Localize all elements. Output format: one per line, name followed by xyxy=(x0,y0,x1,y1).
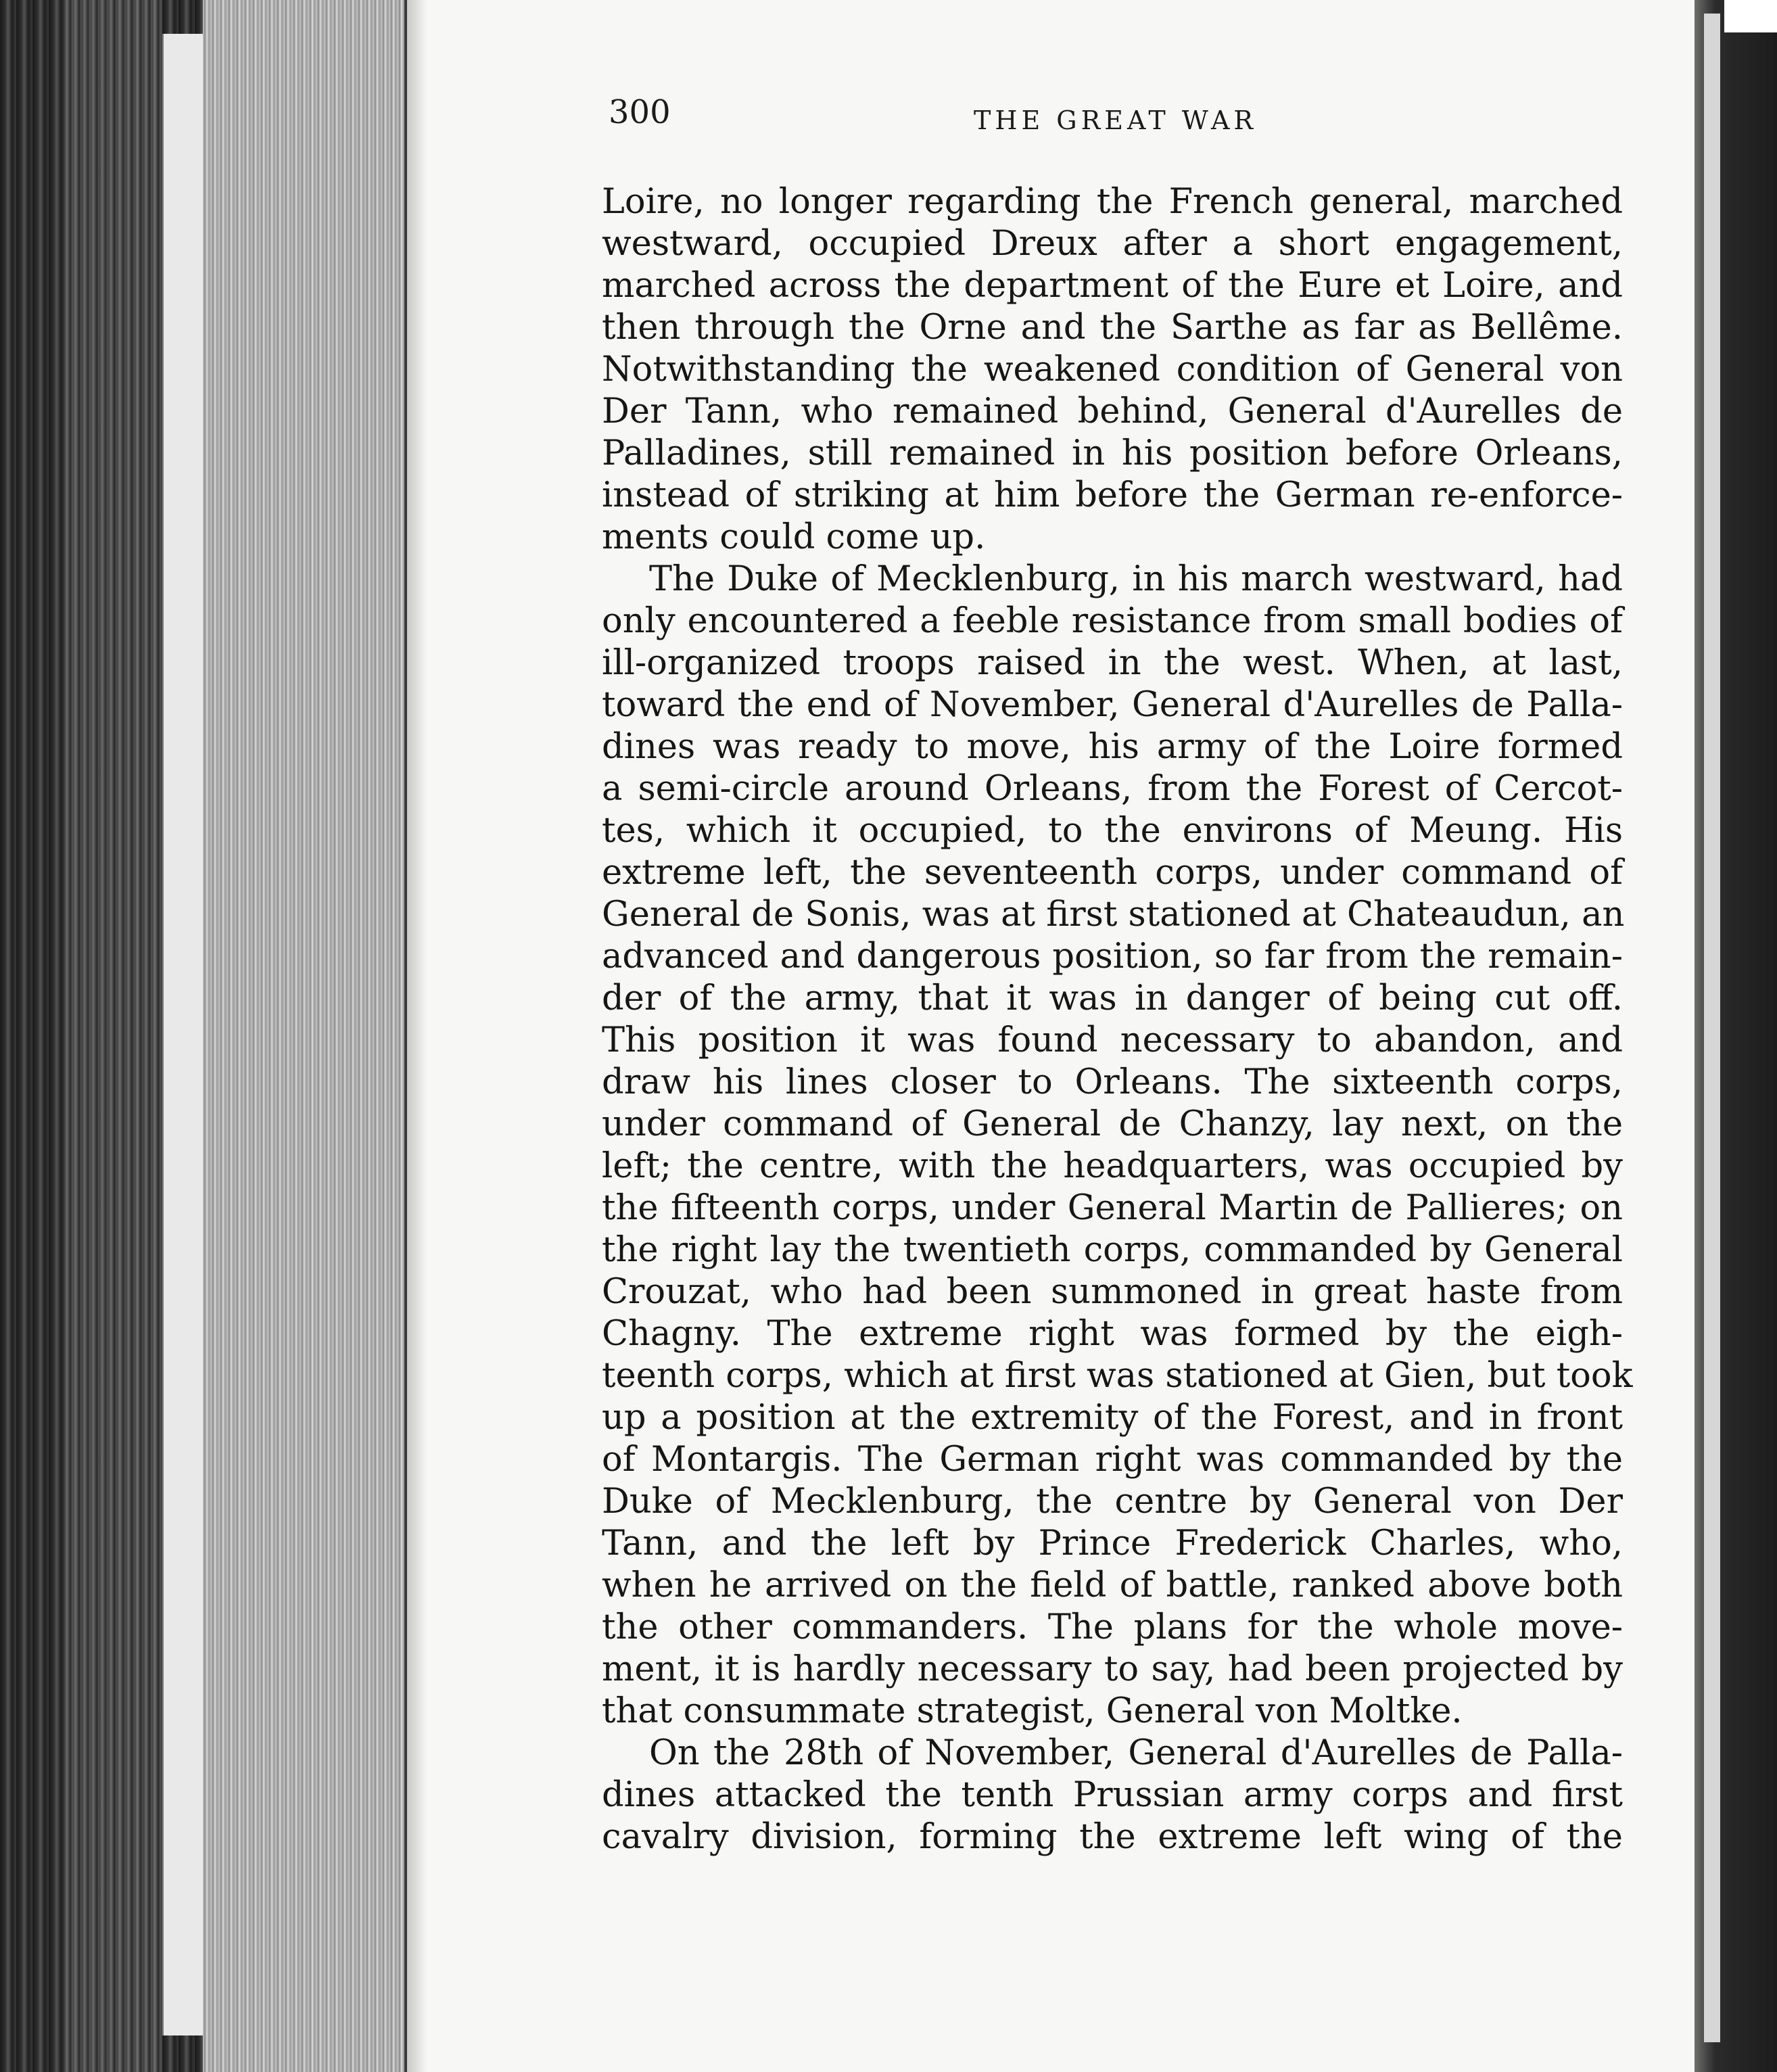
text-line: the fifteenth corps, under General Martin de Pallieres; on xyxy=(602,1188,1623,1228)
text-line: that consummate strategist, General von Moltke. xyxy=(602,1691,1463,1731)
page-edge-strip xyxy=(162,34,204,2035)
text-line: Loire, no longer regarding the French general, marched xyxy=(602,182,1623,222)
text-line: ments could come up. xyxy=(602,517,986,557)
text-line: then through the Orne and the Sarthe as far as Bellême. xyxy=(602,308,1623,348)
paragraph xyxy=(602,559,1633,1733)
body-text xyxy=(602,181,1633,1858)
page-header xyxy=(609,93,1623,141)
text-line: General de Sonis, was at first stationed at Chateaudun, an xyxy=(602,895,1625,935)
text-line: westward, occupied Dreux after a short engagement, xyxy=(602,224,1623,264)
text-line: Notwithstanding the weakened condition of General von xyxy=(602,350,1623,390)
text-line: Crouzat, who had been summoned in great haste from xyxy=(602,1272,1623,1312)
text-line: tes, which it occupied, to the environs of Meung. His xyxy=(602,811,1623,851)
text-line: Tann, and the left by Prince Frederick Charles, who, xyxy=(602,1524,1623,1563)
text-line: up a position at the extremity of the Forest, and in front xyxy=(602,1398,1623,1438)
text-line: This position it was found necessary to abandon, and xyxy=(602,1020,1623,1060)
text-line: toward the end of November, General d'Aurelles de Palla- xyxy=(602,685,1623,725)
text-line: advanced and dangerous position, so far from the remain- xyxy=(602,937,1623,976)
book-cover-edge xyxy=(1695,0,1777,2072)
text-line: On the 28th of November, General d'Aurelles de Palla- xyxy=(649,1733,1623,1773)
paragraph xyxy=(602,181,1623,559)
text-line: draw his lines closer to Orleans. The sixteenth corps, xyxy=(602,1062,1623,1102)
text-line: when he arrived on the field of battle, ranked above both xyxy=(602,1565,1623,1605)
cover-edge-highlight xyxy=(1704,14,1720,2042)
text-line: Der Tann, who remained behind, General d'Aurelles de xyxy=(602,392,1623,431)
text-line: the right lay the twentieth corps, commanded by General xyxy=(602,1230,1623,1270)
page-edge-strip xyxy=(203,0,406,2072)
text-line: under command of General de Chanzy, lay next, on the xyxy=(602,1104,1623,1144)
text-line: marched across the department of the Eure et Loire, and xyxy=(602,266,1623,306)
text-line: The Duke of Mecklenburg, in his march westward, had xyxy=(649,559,1623,599)
text-line: left; the centre, with the headquarters, was occupied by xyxy=(602,1146,1623,1186)
text-line: instead of striking at him before the German re-enforce- xyxy=(602,475,1623,515)
text-line: the other commanders. The plans for the whole move- xyxy=(602,1607,1623,1647)
text-line: extreme left, the seventeenth corps, under command of xyxy=(602,853,1623,893)
text-line: dines was ready to move, his army of the Loire formed xyxy=(602,727,1623,767)
text-line: der of the army, that it was in danger of being cut off. xyxy=(602,979,1623,1018)
text-line: ill-organized troops raised in the west. When, at last, xyxy=(602,643,1623,683)
text-line: teenth corps, which at first was stationed at Gien, but took xyxy=(602,1356,1633,1396)
text-line: only encountered a feeble resistance from small bodies of xyxy=(602,601,1623,641)
text-line: Chagny. The extreme right was formed by the eigh- xyxy=(602,1314,1623,1354)
page-number: 300 xyxy=(609,93,671,131)
gutter-shadow xyxy=(407,0,427,2072)
text-line: ment, it is hardly necessary to say, had been projected by xyxy=(602,1649,1623,1689)
text-line: cavalry division, forming the extreme left wing of the xyxy=(602,1817,1623,1857)
text-line: of Montargis. The German right was commanded by the xyxy=(602,1440,1623,1480)
text-line: dines attacked the tenth Prussian army corps and first xyxy=(602,1775,1623,1815)
text-line: a semi-circle around Orleans, from the Forest of Cercot- xyxy=(602,769,1623,809)
running-title: THE GREAT WAR xyxy=(974,105,1258,135)
page-edge-strip xyxy=(64,0,162,2072)
text-line: Palladines, still remained in his position before Orleans, xyxy=(602,433,1623,473)
paragraph xyxy=(602,1733,1623,1858)
text-line: Duke of Mecklenburg, the centre by General von Der xyxy=(602,1482,1623,1522)
book-page-edges xyxy=(0,0,406,2072)
background-corner xyxy=(1724,0,1777,32)
